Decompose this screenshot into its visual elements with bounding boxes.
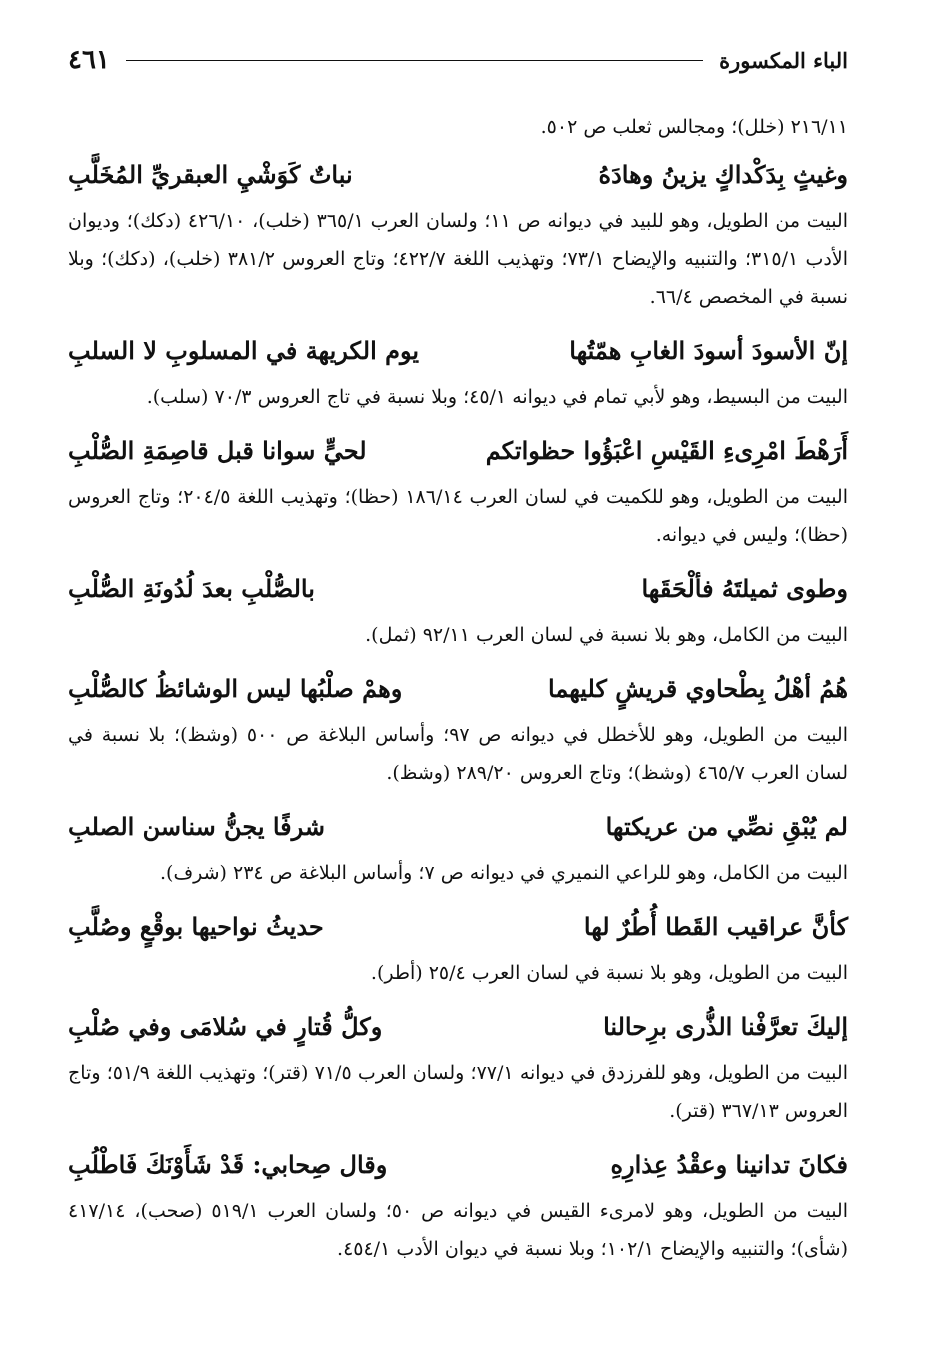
citation-note: البيت من الطويل، وهو للبيد في ديوانه ص ١١؛ ولسان العرب ٣٦٥/١ (خلب)، ٤٢٦/١٠ (دكك)؛ وديوان الأدب ٣١٥/١؛ والتنبيه والإيضاح ٧٣/١؛ وتهذيب اللغة ٤٢٢/٧؛ وتاج العروس ٣٨١/٢ (خلب)، (دكك)؛ وبلا نسبة في المخصص ٦٦/٤.: [68, 210, 848, 308]
second-hemistich: وقال صِحابي: قَدْ شَأَوْنَكَ فَاطْلُبِ: [68, 1149, 388, 1179]
second-hemistich: وهمْ صلْبُها ليس الوشائظُ كالصُّلْبِ: [68, 673, 403, 703]
verse-line: [68, 322, 848, 378]
poetry-entry: [68, 660, 848, 792]
first-hemistich: فكانَ تدانينا وعقْدُ عِذارِهِ: [610, 1149, 848, 1179]
citation-note: البيت من الطويل، وهو لامرىء القيس في ديوانه ص ٥٠؛ ولسان العرب ٥١٩/١ (صحب)، ٤١٧/١٤ (شأى)؛ والتنبيه والإيضاح ١٠٢/١؛ وبلا نسبة في ديوان الأدب ٤٥٤/١.: [68, 1200, 849, 1260]
page-header: [68, 40, 848, 80]
citation-note: البيت من الكامل، وهو للراعي النميري في ديوانه ص ٧؛ وأساس البلاغة ص ٢٣٤ (شرف).: [160, 862, 848, 884]
citation-note: البيت من الكامل، وهو بلا نسبة في لسان العرب ٩٢/١١ (ثمل).: [365, 624, 848, 646]
second-hemistich: لحيٍّ سوانا قبل قاصِمَةِ الصُّلْبِ: [68, 435, 367, 465]
page-number: ٤٦١: [68, 45, 110, 75]
first-hemistich: كأنَّ عراقيب القَطا أُطُرٌ لها: [583, 911, 848, 941]
header-rule: [126, 60, 703, 61]
poetry-entry: [68, 798, 848, 892]
first-hemistich: وغيثٍ بِدَكْداكٍ يزينُ وهادَهُ: [598, 159, 848, 189]
first-hemistich: أَرَهْطَ امْرِىءِ القَيْسِ اعْبَؤُوا حظواتكم: [485, 435, 848, 465]
poetry-entry: [68, 560, 848, 654]
verse-line: [68, 998, 848, 1054]
citation-note: البيت من الطويل، وهو للكميت في لسان العرب ١٨٦/١٤ (حظا)؛ وتهذيب اللغة ٢٠٤/٥؛ وتاج العروس (حظا)؛ وليس في ديوانه.: [68, 486, 848, 546]
first-hemistich: إليكَ تعرَّفْنا الذُّرى برِحالنا: [603, 1011, 848, 1041]
first-hemistich: هُمُ أهْلُ بِطْحاوي قريشٍ كليهما: [548, 673, 848, 703]
second-hemistich: وكلُّ قُتارٍ في سُلامَى وفي صُلْبِ: [68, 1011, 383, 1041]
running-title: الباء المكسورة: [719, 47, 848, 73]
citation-note: البيت من الطويل، وهو للأخطل في ديوانه ص ٩٧؛ وأساس البلاغة ص ٥٠٠ (وشظ)؛ بلا نسبة في لسان العرب ٤٦٥/٧ (وشظ)؛ وتاج العروس ٢٨٩/٢٠ (وشظ).: [68, 724, 848, 784]
poetry-entry: [68, 1136, 848, 1268]
verse-line: [68, 422, 848, 478]
verse-line: [68, 146, 848, 202]
poetry-entry: [68, 898, 848, 992]
second-hemistich: حديثُ نواحيها بوقْعٍ وصُلَّبِ: [68, 911, 324, 941]
page-body: [68, 108, 848, 1274]
second-hemistich: شرفًا يجنُّ سناسن الصلبِ: [68, 811, 325, 841]
poetry-entry: [68, 998, 848, 1130]
poetry-entry: [68, 322, 848, 416]
second-hemistich: يوم الكريهة في المسلوبِ لا السلبِ: [68, 335, 420, 365]
verse-line: [68, 560, 848, 616]
verse-line: [68, 1136, 848, 1192]
poetry-entry: [68, 146, 848, 316]
first-hemistich: وطوى ثميلتَهُ فألْحَقَها: [641, 573, 848, 603]
verse-line: [68, 898, 848, 954]
continued-citation: ٢١٦/١١ (خلل)؛ ومجالس ثعلب ص ٥٠٢.: [540, 116, 848, 138]
second-hemistich: نباتٌ كَوَشْيِ العبقريِّ المُخَلَّبِ: [68, 159, 353, 189]
citation-note: البيت من الطويل، وهو بلا نسبة في لسان العرب ٢٥/٤ (أطر).: [370, 962, 848, 984]
verse-line: [68, 798, 848, 854]
verse-line: [68, 660, 848, 716]
second-hemistich: بالصُّلْبِ بعدَ لُدُونَةِ الصُّلْبِ: [68, 573, 315, 603]
citation-note: البيت من الطويل، وهو للفرزدق في ديوانه ٧٧/١؛ ولسان العرب ٧١/٥ (قتر)؛ وتهذيب اللغة ٥١/٩؛ وتاج العروس ٣٦٧/١٣ (قتر).: [68, 1062, 848, 1122]
first-hemistich: إنّ الأسودَ أسودَ الغابِ همّتُها: [569, 335, 848, 365]
first-hemistich: لم يُبْقِ نصِّي من عريكتها: [605, 811, 848, 841]
poetry-entry: [68, 422, 848, 554]
citation-note: البيت من البسيط، وهو لأبي تمام في ديوانه ٤٥/١؛ وبلا نسبة في تاج العروس ٧٠/٣ (سلب).: [146, 386, 848, 408]
